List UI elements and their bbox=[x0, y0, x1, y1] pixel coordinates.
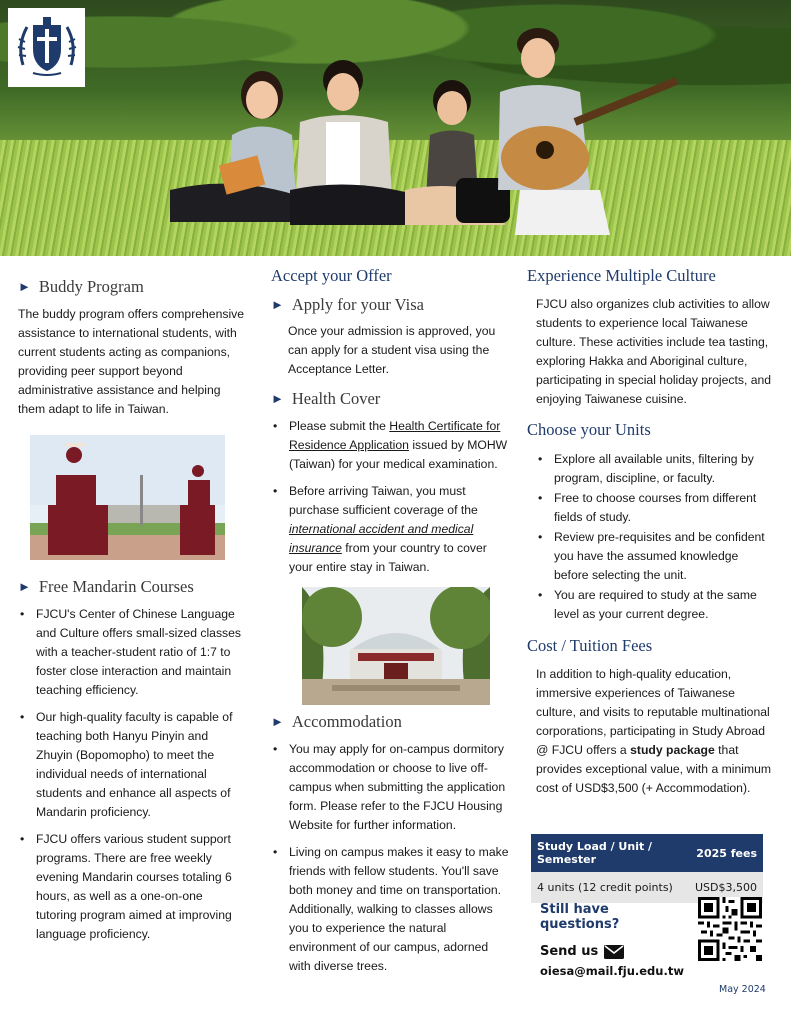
health-item-text: from your country to cover your entire stay in Taiwan. bbox=[289, 541, 487, 574]
section-heading bbox=[271, 712, 511, 732]
campus-building-photo bbox=[302, 587, 490, 705]
cost-title: Cost / Tuition Fees bbox=[527, 636, 653, 655]
health-list bbox=[271, 417, 511, 577]
list-item: • Review pre-requisites and be confident you have the assumed knowledge before selecting the unit. bbox=[536, 528, 772, 585]
questions-heading: Still have questions? bbox=[540, 902, 620, 932]
health-certificate-link[interactable]: Health Certificate for Residence Application bbox=[289, 419, 501, 452]
column-middle-lower bbox=[271, 712, 511, 976]
units-list bbox=[527, 450, 772, 624]
list-item: • Our high-quality faculty is capable of teaching both Hanyu Pinyin and Zhuyin (Bopomopho) to meet the individual needs of international students and enhance all aspects of Mandarin proficiency. bbox=[18, 708, 246, 822]
email-link[interactable]: oiesa@mail.fju.edu.tw bbox=[540, 964, 684, 978]
table-header-cell: 2025 fees bbox=[689, 834, 763, 872]
university-crest-icon bbox=[13, 15, 81, 81]
list-item: • Free to choose courses from different fields of study. bbox=[536, 489, 772, 527]
accommodation-list bbox=[271, 740, 511, 976]
column-right bbox=[527, 266, 772, 798]
send-us-label: Send us bbox=[540, 944, 599, 959]
arrow-right-icon: ► bbox=[18, 579, 31, 594]
list-item: • You are required to study at the same level as your current degree. bbox=[536, 586, 772, 624]
cheerleading-photo bbox=[30, 435, 225, 560]
arrow-right-icon: ► bbox=[271, 714, 284, 729]
student-figure bbox=[290, 60, 410, 225]
student-figure bbox=[405, 80, 510, 225]
buddy-program-title: Buddy Program bbox=[38, 277, 144, 296]
cost-text bbox=[527, 665, 772, 798]
mandarin-courses-title: Free Mandarin Courses bbox=[38, 577, 194, 596]
send-us-row bbox=[540, 944, 690, 959]
list-item: • FJCU's Center of Chinese Language and Culture offers small-sized classes with a teacher-student ratio of 1:7 to foster close interaction and maintain teaching efficiency. bbox=[18, 605, 246, 700]
fees-table-wrap bbox=[531, 834, 763, 903]
insurance-link[interactable]: international accident and medical insurance bbox=[289, 522, 474, 555]
university-logo bbox=[8, 8, 85, 87]
students-photo bbox=[0, 0, 791, 256]
accommodation-title: Accommodation bbox=[291, 712, 402, 731]
campus-building-image bbox=[302, 587, 490, 705]
contact-block bbox=[540, 902, 690, 978]
envelope-icon bbox=[604, 945, 624, 959]
issue-date: May 2024 bbox=[719, 984, 766, 995]
column-left-lower bbox=[18, 577, 246, 944]
health-item-text: Before arriving Taiwan, you must purchase sufficient coverage of the bbox=[289, 484, 478, 517]
list-item: • FJCU offers various student support programs. There are free weekly evening Mandarin courses totaling 6 hours, as well as a one-on-one tutoring program aimed at improving language proficiency. bbox=[18, 830, 246, 944]
table-cell: 4 units (12 credit points) bbox=[531, 872, 689, 903]
health-item-text: Please submit the bbox=[289, 419, 390, 433]
hero-photo bbox=[0, 0, 791, 256]
section-heading bbox=[18, 577, 246, 597]
accept-offer-title: Accept your Offer bbox=[271, 266, 392, 285]
culture-title: Experience Multiple Culture bbox=[527, 266, 716, 285]
list-item: • Living on campus makes it easy to make friends with fellow students. You'll save both money and time on transportation. Additionally, walking to classes allows you to experience the natural environment of our campus, adorned with diverse trees. bbox=[271, 843, 511, 976]
arrow-right-icon: ► bbox=[271, 297, 284, 312]
cost-text-part: In addition to high-quality education, immersive experiences of Taiwanese culture, and visits to reputable multinational corporations, participating in Study Abroad @ FJCU offers a bbox=[536, 667, 770, 757]
arrow-right-icon: ► bbox=[271, 391, 284, 406]
visa-text: Once your admission is approved, you can apply for a student visa using the Acceptance Letter. bbox=[288, 324, 496, 376]
section-heading bbox=[271, 389, 511, 409]
study-package-emphasis: study package bbox=[630, 743, 715, 757]
column-middle bbox=[271, 266, 511, 577]
arrow-right-icon: ► bbox=[18, 279, 31, 294]
cheerleading-image bbox=[30, 435, 225, 560]
student-figure bbox=[498, 28, 678, 235]
list-item: • Explore all available units, filtering by program, discipline, or faculty. bbox=[536, 450, 772, 488]
list-item bbox=[271, 417, 511, 474]
list-item: • You may apply for on-campus dormitory accommodation or choose to live off-campus when submitting the application form. Please refer to the FJCU Housing Website for further information. bbox=[271, 740, 511, 835]
qr-code[interactable] bbox=[698, 897, 762, 961]
section-heading bbox=[271, 295, 511, 315]
health-item-text: issued by MOHW (Taiwan) for your medical examination. bbox=[289, 438, 508, 471]
fees-table bbox=[531, 834, 763, 903]
health-cover-title: Health Cover bbox=[291, 389, 381, 408]
units-title: Choose your Units bbox=[527, 420, 651, 439]
student-figure bbox=[170, 71, 300, 222]
buddy-program-text: The buddy program offers comprehensive assistance to international students, with current students acting as companions, providing peer support beyond administrative assistance and helping them adapt to life in Taiwan. bbox=[18, 307, 245, 416]
list-item bbox=[271, 482, 511, 577]
table-header-row bbox=[531, 834, 763, 872]
qr-code-icon bbox=[698, 897, 762, 961]
culture-text: FJCU also organizes club activities to allow students to experience local Taiwanese culture. These activities include tea tasting, exploring Hakka and Aboriginal culture, participating in special holiday projects, and enjoying Taiwanese cuisine. bbox=[536, 297, 772, 406]
visa-title: Apply for your Visa bbox=[291, 295, 424, 314]
table-cell: USD$3,500 bbox=[689, 872, 763, 903]
mandarin-list bbox=[18, 605, 246, 944]
column-left bbox=[18, 266, 246, 419]
section-heading bbox=[18, 277, 246, 297]
table-header-cell: Study Load / Unit / Semester bbox=[531, 834, 689, 872]
cost-text-part: that provides exceptional value, with a minimum cost of USD$3,500 (+ Accommodation). bbox=[536, 743, 772, 795]
